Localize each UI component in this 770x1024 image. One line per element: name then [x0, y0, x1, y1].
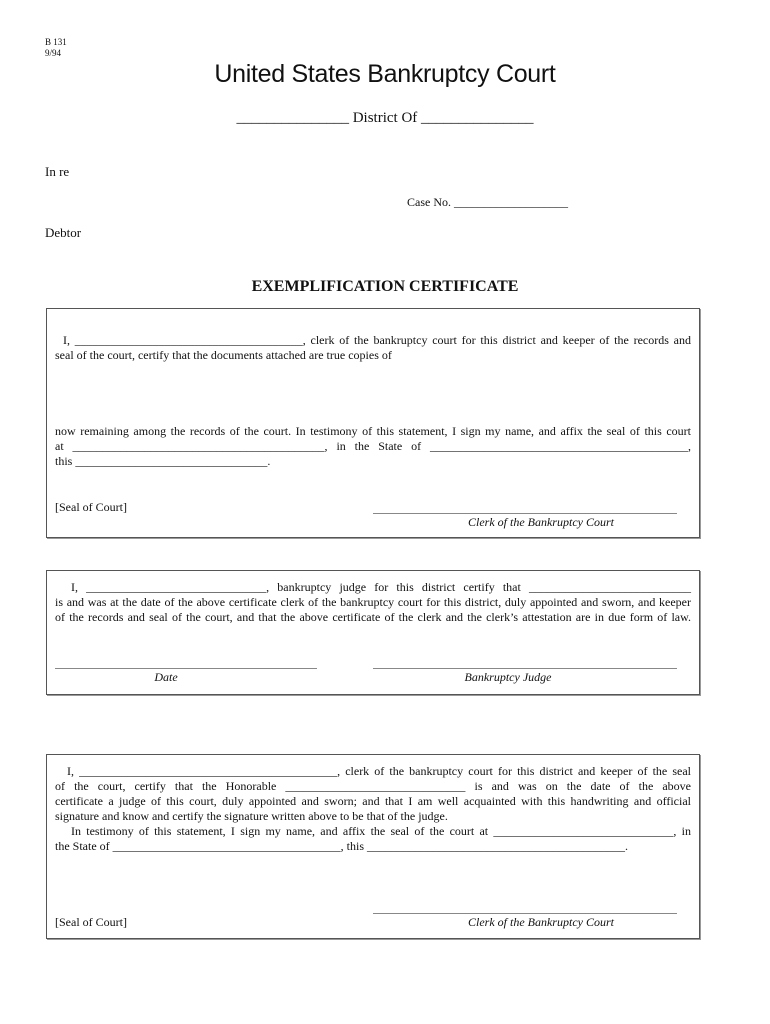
section2-line2: is and was at the date of the above certificate clerk of the bankruptcy court for this district, duly appointed and sworn, and keeper — [55, 595, 691, 609]
section3-line1: I, ___________________________________________, clerk of the bankruptcy court for this district and keeper of the seal — [67, 764, 691, 778]
date-line — [55, 668, 317, 669]
certificate-title: EXEMPLIFICATION CERTIFICATE — [251, 278, 519, 295]
judge-certificate-box — [46, 570, 700, 695]
court-title: United States Bankruptcy Court — [214, 60, 556, 88]
section1-line5: this ________________________________. — [55, 454, 271, 468]
clerk-certificate-box — [46, 308, 700, 538]
judge-signature-label: Bankruptcy Judge — [464, 670, 552, 684]
seal-of-court-label-2: [Seal of Court] — [55, 915, 127, 929]
section3-line5: In testimony of this statement, I sign my name, and affix the seal of the court at ______________________________, in — [71, 824, 691, 838]
clerk-signature-label-2: Clerk of the Bankruptcy Court — [468, 915, 614, 929]
section3-line3: certificate a judge of this court, duly appointed and sworn; and that I am well acquainted with this handwriting and official — [55, 794, 691, 808]
section3-line4: signature and know and certify the signature written above to be that of the judge. — [55, 809, 448, 823]
section2-line1: I, ______________________________, bankruptcy judge for this district certify that ___________________________ — [71, 580, 691, 594]
in-re-label: In re — [45, 164, 70, 179]
section1-line2: seal of the court, certify that the documents attached are true copies of — [55, 348, 392, 362]
district-line: _______________ District Of _______________ — [236, 110, 534, 126]
clerk-signature-line-2 — [373, 913, 677, 914]
debtor-label: Debtor — [45, 225, 82, 240]
form-number: B 131 — [45, 37, 67, 47]
section3-line6: the State of ______________________________________, this ___________________________________________. — [55, 839, 628, 853]
form-date: 9/94 — [45, 48, 62, 58]
date-label: Date — [154, 670, 178, 684]
section3-line2: of the court, certify that the Honorable ______________________________ is and was on the date of the above — [55, 779, 691, 793]
judge-signature-line — [373, 668, 677, 669]
clerk-signature-label: Clerk of the Bankruptcy Court — [468, 515, 614, 529]
section1-line4: at __________________________________________, in the State of ___________________________________________, — [55, 439, 691, 453]
section1-line1: I, ______________________________________, clerk of the bankruptcy court for this district and keeper of the records and — [63, 333, 691, 347]
section1-line3: now remaining among the records of the court. In testimony of this statement, I sign my name, and affix the seal of this court — [55, 424, 691, 438]
case-number-line: Case No. ___________________ — [407, 195, 568, 209]
judge-authentication-box — [46, 754, 700, 939]
seal-of-court-label: [Seal of Court] — [55, 500, 127, 514]
section2-line3: of the records and seal of the court, and that the above certificate of the clerk and the clerk’s attestation are in due form of law. — [55, 610, 691, 624]
form-code — [45, 37, 67, 59]
clerk-signature-line — [373, 513, 677, 514]
